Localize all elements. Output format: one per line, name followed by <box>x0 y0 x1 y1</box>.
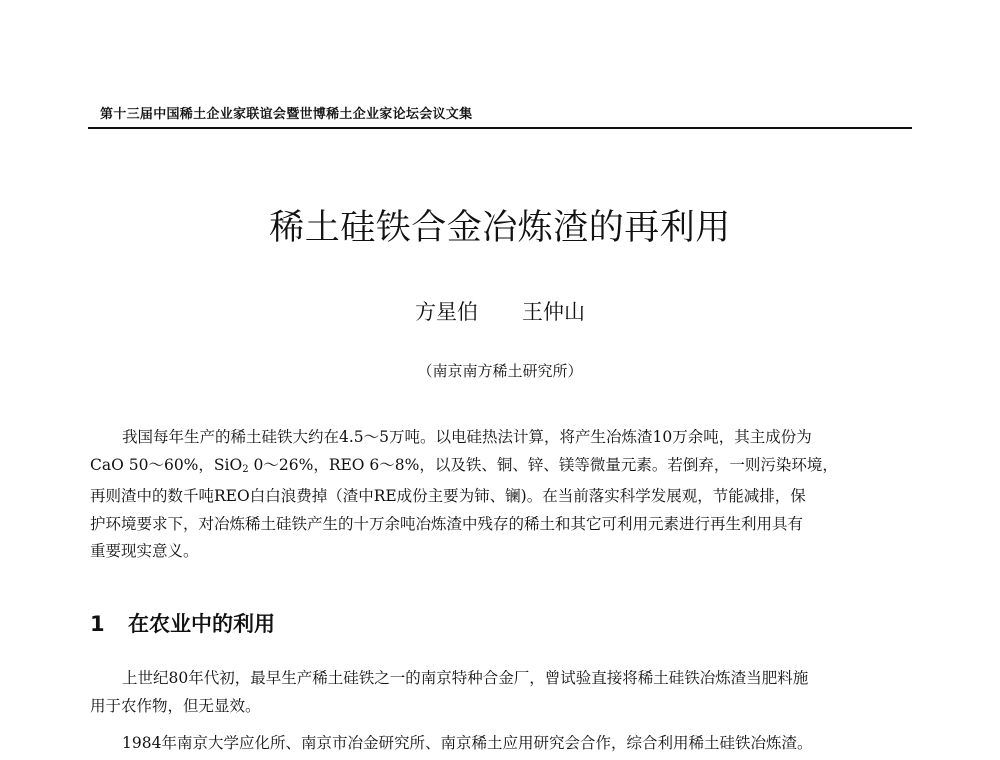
abstract-line: 再则渣中的数千吨REO白白浪费掉（渣中RE成份主要为铈、镧)。在当前落实科学发展观，节能减排，保 <box>90 487 806 505</box>
body-paragraph <box>90 730 910 758</box>
abstract-line: 护环境要求下，对冶炼稀土硅铁产生的十万余吨冶炼渣中残存的稀土和其它可利用元素进行再生利用具有 <box>90 514 804 533</box>
paragraph-line: 用于农作物，但无显效。 <box>90 696 261 715</box>
paragraph-line: 上世纪80年代初，最早生产稀土硅铁之一的南京特种合金厂，曾试验直接将稀土硅铁冶炼渣当肥料施 <box>122 669 809 687</box>
abstract-line: 我国每年生产的稀土硅铁大约在4.5～5万吨。以电硅热法计算，将产生冶炼渣10万余吨，其主成份为 <box>122 428 812 446</box>
abstract-paragraph <box>90 424 910 566</box>
running-header: 第十三届中国稀土企业家联谊会暨世博稀土企业家论坛会议文集 <box>100 107 473 122</box>
header-rule <box>88 127 912 129</box>
author-name: 方星伯 <box>415 300 478 324</box>
paragraph-line: 1984年南京大学应化所、南京市冶金研究所、南京稀土应用研究会合作，综合利用稀土硅铁冶炼渣。 <box>122 734 813 752</box>
abstract-line: 重要现实意义。 <box>90 542 199 560</box>
abstract-line <box>90 452 910 484</box>
body-paragraph <box>90 665 910 720</box>
section-title: 在农业中的利用 <box>128 612 275 636</box>
affiliation: （南京南方稀土研究所） <box>417 362 583 380</box>
abstract-text: 0～26%，REO 6～8%，以及铁、铜、锌、镁等微量元素。若倒弃，一则污染环境， <box>248 455 838 474</box>
subscript: 2 <box>242 463 249 475</box>
author-list <box>0 296 1000 326</box>
section-heading <box>90 608 275 638</box>
paper-title: 稀土硅铁合金冶炼渣的再利用 <box>269 208 731 248</box>
author-name: 王仲山 <box>522 300 585 324</box>
abstract-text: CaO 50～60%，SiO <box>90 455 243 474</box>
section-number: 1 <box>90 612 105 636</box>
